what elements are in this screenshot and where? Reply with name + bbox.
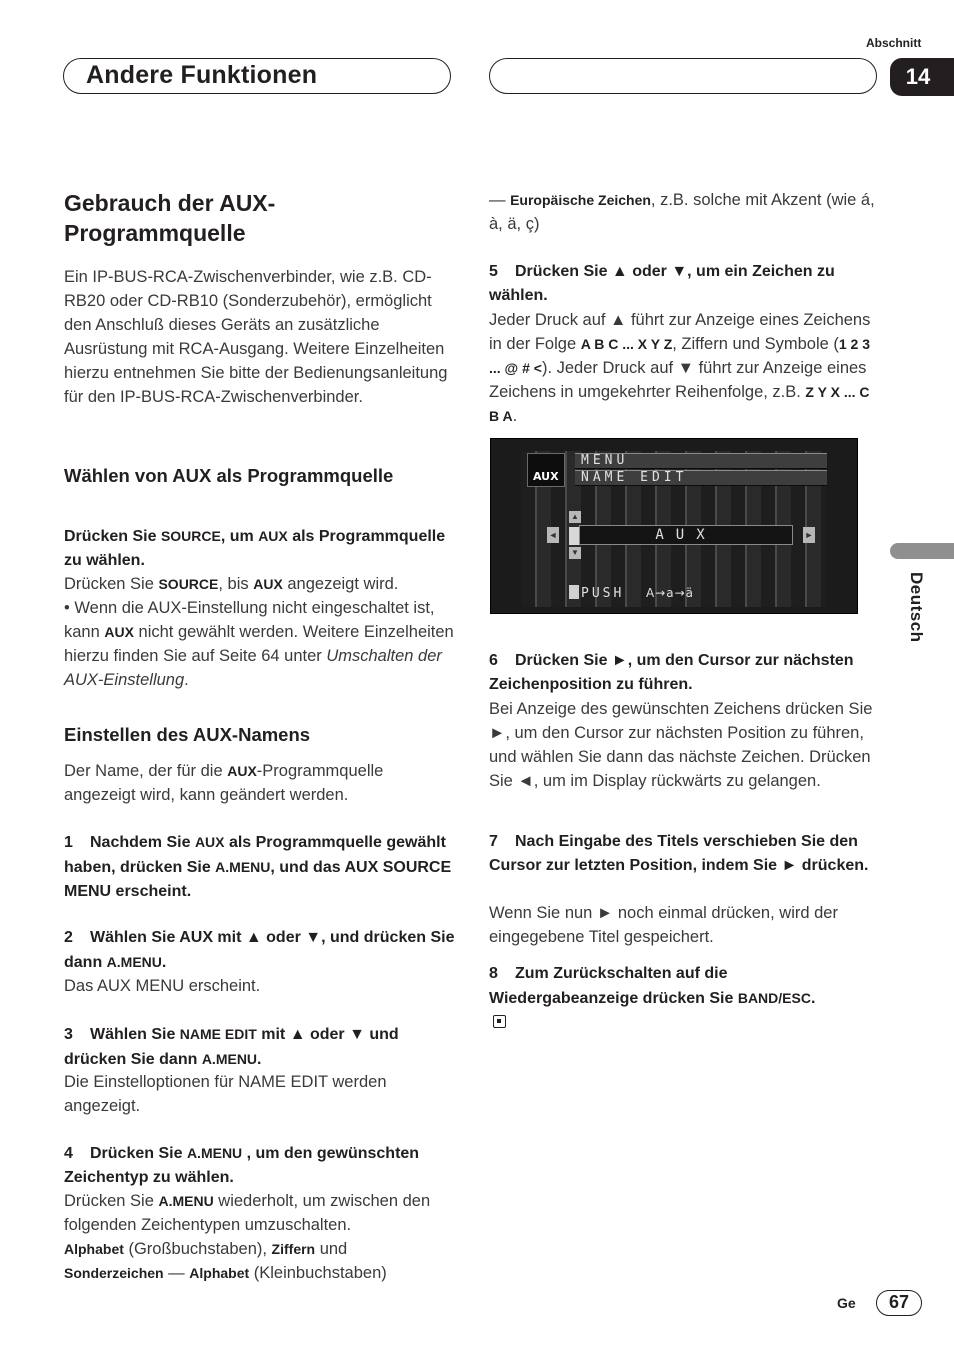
page-header-title: Andere Funktionen bbox=[86, 61, 318, 89]
end-of-section-icon bbox=[493, 1015, 506, 1028]
intro-paragraph: Ein IP-BUS-RCA-Zwischenverbinder, wie z.B. CD-RB20 oder CD-RB10 (Sonderzubehör), ermöglicht den Anschluß dieses Geräts an zusätzliche Ausrüstung mit RCA-Ausgang. Weitere Einzelheiten hierzu entnehmen Sie bitte der Bedienungsanleitung für den IP-BUS-RCA-Zwischenverbinder. bbox=[64, 268, 448, 406]
step-1: 1 Nachdem Sie AUX als Programmquelle gewählt haben, drücken Sie A.MENU, und das AUX SOURCE MENU erscheint. bbox=[64, 834, 452, 900]
display-right-arrow-icon: ► bbox=[803, 527, 815, 543]
chapter-badge: 14 bbox=[890, 58, 954, 96]
step-4: 4 Drücken Sie A.MENU , um den gewünschten Zeichentyp zu wählen. bbox=[64, 1145, 420, 1186]
instruction-select-aux-body: Drücken Sie SOURCE, bis AUX angezeigt wird. bbox=[64, 575, 399, 593]
subheading-select-aux: Wählen von AUX als Programmquelle bbox=[64, 465, 394, 486]
step-6: 6 Drücken Sie ►, um den Cursor zur nächsten Zeichenposition zu führen. bbox=[489, 652, 854, 693]
footer-language-code: Ge bbox=[837, 1295, 856, 1311]
step-2: 2 Wählen Sie AUX mit ▲ oder ▼, und drücken Sie dann A.MENU. bbox=[64, 929, 455, 971]
display-menu-line: MENU bbox=[575, 453, 827, 469]
char-type-continued: — Europäische Zeichen, z.B. solche mit Akzent (wie á, à, ä, ç) bbox=[489, 191, 875, 233]
step-3: 3 Wählen Sie NAME EDIT mit ▲ oder ▼ und drücken Sie dann A.MENU. bbox=[64, 1026, 399, 1068]
display-name-field: AUX bbox=[579, 525, 793, 545]
step-3-body: Die Einstelloptionen für NAME EDIT werden angezeigt. bbox=[64, 1073, 387, 1115]
side-tab-marker bbox=[890, 543, 954, 559]
section-label: Abschnitt bbox=[866, 36, 922, 50]
side-language-label: Deutsch bbox=[907, 572, 926, 643]
step-7-body: Wenn Sie nun ► noch einmal drücken, wird der eingegebene Titel gespeichert. bbox=[489, 904, 838, 946]
display-name-edit-line: NAME EDIT bbox=[575, 470, 827, 486]
step-4-body: Drücken Sie A.MENU wiederholt, um zwischen den folgenden Zeichentypen umzuschalten. Alphabet (Großbuchstaben), Ziffern und Sonderzeichen — Alphabet (Kleinbuchstaben) bbox=[64, 1192, 431, 1282]
step-5-body: Jeder Druck auf ▲ führt zur Anzeige eines Zeichens in der Folge A B C ... X Y Z, Ziffern und Symbole (1 2 3 ... @ # <). Jeder Druck auf ▼ führt zur Anzeige eines Zeichens in umgekehrter Reihenfolge, z.B. Z Y X ... C B A. bbox=[489, 311, 871, 425]
step-5: 5 Drücken Sie ▲ oder ▼, um ein Zeichen zu wählen. bbox=[489, 263, 835, 304]
header-empty-pill bbox=[489, 58, 877, 94]
header-title-pill bbox=[63, 58, 451, 94]
display-down-arrow-icon: ▼ bbox=[569, 547, 581, 559]
display-push-line: PUSH A→a→ä bbox=[569, 585, 694, 601]
display-illustration bbox=[490, 438, 858, 614]
section-heading: Gebrauch der AUX-Programmquelle bbox=[64, 190, 276, 246]
step-2-body: Das AUX MENU erscheint. bbox=[64, 977, 261, 995]
subheading-aux-name: Einstellen des AUX-Namens bbox=[64, 724, 311, 745]
note-aux-setting: • Wenn die AUX-Einstellung nicht eingeschaltet ist, kann AUX nicht gewählt werden. Weitere Einzelheiten hierzu finden Sie auf Seite 64 unter Umschalten der AUX-Einstellung. bbox=[64, 599, 454, 689]
display-up-arrow-icon: ▲ bbox=[569, 511, 581, 523]
display-push-box-icon bbox=[569, 585, 579, 599]
source-logo-text: AUX bbox=[533, 470, 559, 483]
aux-name-intro: Der Name, der für die AUX-Programmquelle angezeigt wird, kann geändert werden. bbox=[64, 762, 384, 804]
instruction-select-aux: Drücken Sie SOURCE, um AUX als Programmquelle zu wählen. bbox=[64, 528, 446, 569]
source-logo-box bbox=[527, 453, 565, 487]
page-number: 67 bbox=[876, 1290, 922, 1316]
display-left-arrow-icon: ◄ bbox=[547, 527, 559, 543]
step-8: 8 Zum Zurückschalten auf die Wiedergabeanzeige drücken Sie BAND/ESC. bbox=[489, 962, 881, 1036]
step-7: 7 Nach Eingabe des Titels verschieben Sie den Cursor zur letzten Position, indem Sie ► drücken. bbox=[489, 833, 869, 874]
step-6-body: Bei Anzeige des gewünschten Zeichens drücken Sie ►, um den Cursor zur nächsten Position zu führen, und wählen Sie dann das nächste Zeichen. Drücken Sie ◄, um im Display rückwärts zu gelangen. bbox=[489, 700, 873, 790]
